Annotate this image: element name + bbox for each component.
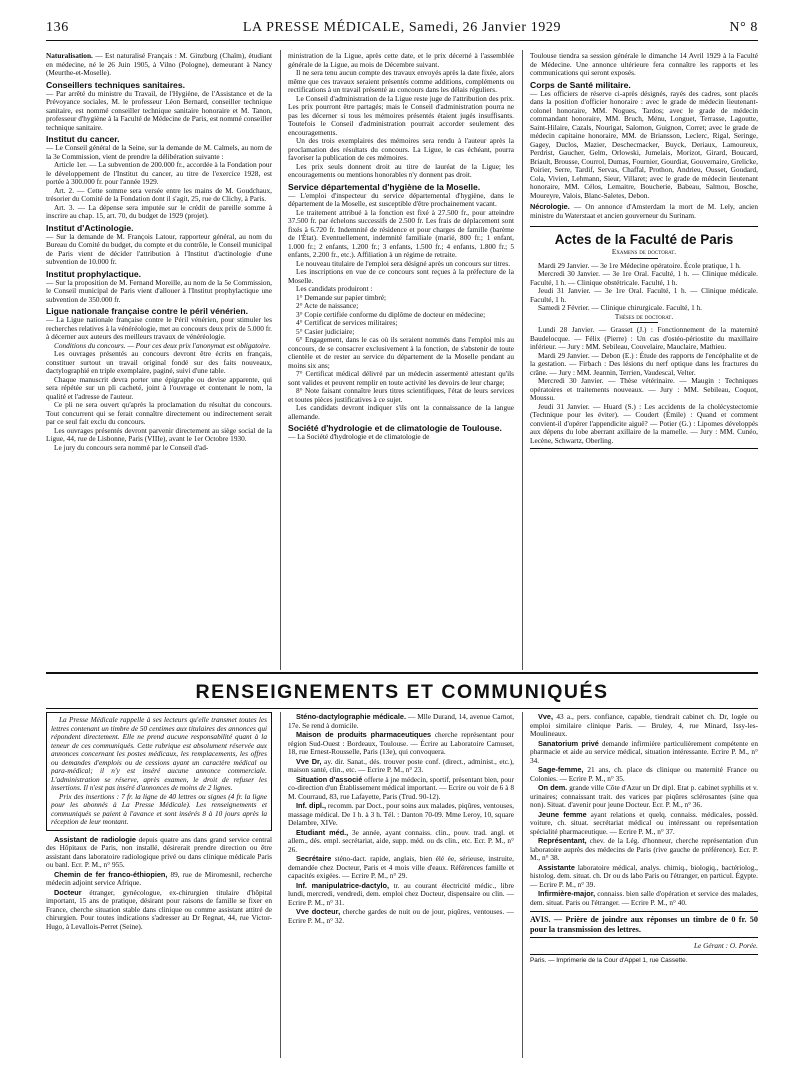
- hygiene-paragraph: Les candidats produiront :: [296, 284, 373, 293]
- list-item: 8° Note faisant connaître leurs titres scientifiques, l'état de leurs services et toutes pièces justificatives à ce sujet.: [288, 386, 514, 404]
- section-banner: RENSEIGNEMENTS ET COMMUNIQUÉS: [195, 681, 609, 703]
- avis-notice: AVIS. — Prière de joindre aux réponses un timbre de 0 fr. 50 pour la transmission des lettres.: [530, 911, 758, 938]
- ads-column-3: [530, 712, 758, 1067]
- classified-ad: Vve, 43 a., pers. confiance, capable, tiendrait cabinet ch. Dr, logée ou emploi similaire clinique Paris. — Bruley, 4, rue Minard, Issy-les-Moulineaux.: [530, 712, 758, 738]
- heading-hygiene-moselle: Service départemental d'hygiène de la Moselle.: [288, 181, 481, 192]
- ligue-paragraph: Le jury du concours sera nommé par le Conseil d'ad-: [54, 442, 209, 452]
- column-divider: [280, 712, 281, 1058]
- hygiene-paragraph: Le nouveau titulaire de l'emploi sera désigné après un concours sur titres.: [296, 258, 511, 268]
- ligue-paragraph: Chaque manuscrit devra porter une épigraphe ou devise apparente, qui sera répétée sur un pli cacheté, joint à l'ouvrage et contenant le nom, la qualité et l'adresse de l'auteur.: [46, 374, 272, 401]
- column-1: [46, 52, 272, 670]
- classified-ad: Chemin de fer franco-éthiopien, 89, rue de Miromesnil, recherche médecin adjoint service Afrique.: [46, 869, 272, 887]
- ligue-continuation: ministration de la Ligue, après cette date, et le prix décerné à l'assemblée générale de la Ligue, au mois de Décembre suivant.: [288, 52, 514, 69]
- article-actinologie: — Sur la demande de M. François Latour, rapporteur général, au nom du Bureau du Comité du budget, du compte et du contrôle, le Conseil municipal de Paris vient de décider l'attribution à l'Institut d'actinologie d'une subvention de 10.000 fr.: [46, 231, 272, 266]
- classified-ad: Inf. dipl., recomm. par Doct., pour soins aux malades, piqûres, ventouses, massage médical. De 1 h. à 3 h. Tél. : Danton 70-09. Mme Leroy, 10, square Delambre, XIVe.: [288, 801, 514, 827]
- these-item: Lundi 28 Janvier. — Grasset (J.) : Fonctionnement de la maternité Baudelocque. — Félix (Pierre) : Un cas d'ostéo-périostite du maxillaire inférieur. — Jury : MM. Sebileau, Couvelaire, Mauclaire, Mathieu.: [530, 325, 758, 351]
- header-rule: [46, 40, 758, 41]
- list-item: 2° Acte de naissance;: [296, 301, 359, 310]
- classified-ad: Sage-femme, 21 ans, ch. place ds clinique ou maternité France ou Colonies. — Ecrire P. M., n° 35.: [530, 765, 758, 783]
- ligue-paragraph: Les ouvrages présentés devront parvenir directement au siège social de la Ligue, 44, rue de Lisbonne, Paris (VIIIe), avant le 1er Octobre 1930.: [46, 425, 272, 443]
- article-hygiene: — L'emploi d'inspecteur du service départemental d'hygiène, dans le département de la Moselle, est susceptible d'être prochainement vacant.: [288, 190, 514, 208]
- ads-column-1: [46, 712, 272, 1067]
- article-conseillers: — Par arrêté du ministre du Travail, de l'Hygiène, de l'Assistance et de la Prévoyance sociales, M. le professeur Léon Bernard, conseiller technique sanitaire, est nommé conseiller technique sanitaire honoraire et M. Tanon, professeur d'hygiène à la Faculté de Médecine de Paris, est nommé conseiller technique sanitaire.: [46, 88, 272, 132]
- ligue-paragraph: Le Conseil d'administration de la Ligue reste juge de l'attribution des prix. Les prix pourront être partagés; mais le Conseil d'administration pourra ne pas les décerner si tous les mémoires présentés étaient jugés insuffisants. Toutefois le Conseil d'administration pourrait accorder seulement des encouragements.: [288, 93, 514, 137]
- toulouse-continuation: Toulouse tiendra sa session générale le dimanche 14 Avril 1929 à la Faculté de Médecine. Une annonce ultérieure fera connaître les rapports et les communications qui seront exposés.: [530, 52, 758, 77]
- page-number: 136: [46, 20, 69, 35]
- column-2: [288, 52, 514, 670]
- classified-ad: Situation d'associé offerte à jne médecin, sportif, présentant bien, pour co-direction d'un Établissement médical important. — Ecrire ou voir de 6 à 8 M. Courraud, 83, rue Lafayette, Paris (Trud. 90-12).: [288, 774, 514, 801]
- heading-corps-sante: Corps de Santé militaire.: [530, 79, 631, 90]
- column-divider: [280, 50, 281, 670]
- article-cancer: — Le Conseil général de la Seine, sur la demande de M. Calmels, au nom de la 3e Commission, vient de prendre la délibération suivante :: [46, 143, 272, 161]
- ligue-paragraph: Les ouvrages présentés au concours devront être écrits en français, constituer surtout un travail original fondé sur des faits nouveaux, dactylographié en triple exemplaire, paginé, suivi d'une table.: [46, 349, 272, 375]
- ligue-conditions: Conditions du concours. — Pour ces deux prix l'anonymat est obligatoire.: [54, 340, 271, 350]
- hygiene-paragraph: Le traitement attribué à la fonction est fixé à 27.500 fr., pour atteindre 37.500 fr. par échelons successifs de 2.500 fr. Les frais de déplacement sont fixés à 6.720 fr. Indemnité de résidence et pour charges de famille (barème de l'État). Eventuellement, indemnité familiale (marié, 800 fr.; 1 enfant, 1.000 fr.; 2 enfants, 1.200 fr.; 3 enfants, 1.500 fr.; 4 enfants, 1.800 fr.; 5 enfants, 2.200 fr., etc.). Affiliation à un régime de retraite.: [288, 207, 514, 259]
- gerant-signature: Le Gérant : O. Porée.: [693, 941, 758, 950]
- divider: [630, 322, 658, 323]
- these-item: Jeudi 31 Janvier. — Huard (S.) : Les accidents de la cholécystectomie (Technique pour les éviter). — Coudert (Émile) : Quand et comment convient-il d'opérer l'appendicite aiguë? — Potier (G.) : Lipomes développés aux dépens du lobe aberrant axillaire de la mamelle. — Jury : MM. Cunéo, Lecène, Schwartz, Oberling.: [530, 401, 758, 445]
- article-prophylactique: — Sur la proposition de M. Fernand Moreille, au nom de la 5e Commission, le Conseil municipal de Paris vient d'allouer à l'Institut prophylactique une subvention de 350.000 fr.: [46, 277, 272, 304]
- classified-ad: On dem. grande ville Côte d'Azur un Dr dipl. Etat p. cabinet syphilis et v. urinaires; connaissant trait. des varices par piqûres sclérosantes (sine qua non). Situat. d'avenir pour jeune Docteur. Ecr. P. M., n° 36.: [530, 783, 758, 809]
- these-item: Mardi 29 Janvier. — Debon (E.) : Étude des rapports de l'encéphalite et de la gestation. — Firbach : Des lésions du nerf optique dans les fractures du crâne. — Jury : MM. Jeannin, Terrien, Vaudescal, Velter.: [530, 350, 758, 377]
- classified-ad: Vve docteur, cherche gardes de nuit ou de jour, piqûres, ventouses. — Ecrire P. M., n° 32.: [288, 907, 514, 925]
- intro-paragraph: La Presse Médicale rappelle à ses lecteurs qu'elle transmet toutes les lettres contenant un timbre de 50 centimes aux titulaires des annonces qui répondent directement. Elle ne prend aucune responsabilité quant à la teneur de ces communiqués. Cette rubrique est absolument réservée aux annonces concernant les postes médicaux, les remplacements, les offres ou demandes d'emplois ou de cessions ayant un caractère médical ou para-médical; il n'y est inséré aucune annonce commerciale. L'administration se réserve, après examen, le droit de refuser les insertions. Il n'est pas inséré d'annonces de moins de 2 lignes.: [51, 715, 267, 792]
- exam-item: Mardi 29 Janvier. — 3e 1re Médecine opératoire. École pratique, 1 h.: [538, 260, 741, 270]
- heading-toulouse: Société d'hydrologie et de climatologie de Toulouse.: [288, 423, 502, 433]
- ligue-paragraph: Il ne sera tenu aucun compte des travaux envoyés après la date fixée, alors même que ces travaux seraient présentés comme additions, compléments ou rectifications à un travail présenté au concours dans les délais réguliers.: [288, 68, 514, 94]
- heading-ligue: Ligue nationale française contre le péril vénérien.: [46, 306, 249, 316]
- list-item: 5° Casier judiciaire;: [296, 326, 355, 336]
- ads-column-2: [288, 712, 514, 1067]
- ligue-paragraph: Ce pli ne sera ouvert qu'après la proclamation du résultat du concours. Tout concurrent qui se ferait connaître directement ou indirectement serait par ce seul fait exclu du concours.: [46, 400, 272, 426]
- intro-notice-box: [46, 712, 272, 831]
- classified-ad: Inf. manipulatrice-dactylo, tr. au courant électricité médic., libre lundi, mercredi, vendredi, dem. emploi chez Docteur, dispensaire ou clin. — Ecrire P. M., n° 31.: [288, 880, 514, 907]
- column-divider: [522, 712, 523, 1058]
- exam-item: Samedi 2 Février. — Clinique chirurgicale. Faculté, 1 h.: [538, 303, 703, 312]
- article-cancer-art2: Art. 2. — Cette somme sera versée entre les mains de M. Goudchaux, trésorier du Comité de la Fondation dont il s'agit, 25, rue de Clichy, à Paris.: [46, 185, 272, 203]
- article-toulouse: — La Société d'hydrologie et de climatologie de: [288, 432, 430, 441]
- article-cancer-art3: Art. 3. — La dépense sera imputée sur le crédit de pareille somme à inscrire au chap. 15, art. 70, du budget de 1929 (projet).: [46, 202, 272, 220]
- classified-ad: Docteur étranger, gynécologue, ex-chirurgien titulaire d'hôpital important, 15 ans de pratique, désirant pour raisons de famille se fixer en France, cherche situation stable dans clinique ou comme assistant attitré de chirurgien. Pour toutes indications s'adresser au Dr Regnat, 44, rue Victor-Hugo, à Levallois-Perret (Seine).: [46, 887, 272, 931]
- exam-item: Mercredi 30 Janvier. — 3e 1re Oral. Faculté, 1 h. — Clinique médicale. Faculté, 1 h. — Clinique obstétricale. Faculté, 1 h.: [530, 269, 758, 287]
- list-item: 1° Demande sur papier timbré;: [296, 292, 387, 302]
- article-necrologie: Nécrologie. — On annonce d'Amsterdam la mort de M. Lely, ancien ministre du Waterstaat et ancien gouverneur du Surinam.: [530, 202, 758, 220]
- printer-imprint: Paris. — Imprimerie de la Cour d'Appel 1, rue Cassette.: [530, 954, 758, 966]
- banner-rule-bottom: [46, 708, 758, 709]
- page-header: [46, 18, 758, 40]
- these-heading: Thèses de doctorat.: [614, 312, 674, 321]
- actes-title: Actes de la Faculté de Paris: [554, 232, 734, 247]
- classified-ad: Sténo-dactylographie médicale. — Mlle Durand, 14, avenue Carnot, 17e. Se rend à domicile.: [288, 712, 514, 730]
- article-ligue: — La Ligue nationale française contre le Péril vénérien, pour stimuler les recherches relatives à la vénéréologie, met au concours deux prix de 5.000 fr. à décerner aux auteurs des meilleurs travaux de vénéréologie.: [46, 315, 272, 341]
- banner-rule-top: [46, 672, 758, 674]
- classified-ad: Jeune femme ayant relations et quelq. connaiss. médicales, possèd. voiture, ch. situat. secrétariat médical ou intéressant ou représentation spécialité pharmaceutique. — Ecrire P. M., n° 37.: [530, 809, 758, 836]
- column-3: [530, 52, 758, 670]
- hygiene-paragraph: Les candidats devront indiquer s'ils ont la connaissance de la langue allemande.: [288, 403, 514, 421]
- classified-ad: Infirmière-major, connaiss. bien salle d'opération et service des malades, dem. situat. Paris ou l'étranger. — Ecrire P. M., n° 40.: [530, 889, 758, 907]
- list-item: 4° Certificat de services militaires;: [296, 318, 398, 327]
- these-item: Mercredi 30 Janvier. — Thèse vétérinaire. — Maugin : Techniques opératoires et traitements nouveaux. — Jury : MM. Sebileau, Coquot, Moussu.: [530, 376, 758, 402]
- ligue-paragraph: Un des trois exemplaires des mémoires sera rendu à l'auteur après la proclamation des résultats du concours. La Ligue, le cas échéant, pourra favoriser la publication de ces mémoires.: [288, 136, 514, 162]
- list-item: 6° Engagement, dans le cas où ils seraient nommés dans l'emploi mis au concours, de se consacrer exclusivement à la fonction, de s'abstenir de toute clientèle et de rester au service du département de la Moselle pendant au moins six ans;: [288, 335, 514, 370]
- list-item: 3° Copie certifiée conforme du diplôme de docteur en médecine;: [296, 309, 486, 319]
- classified-ad: Etudiant méd., 3e année, ayant connaiss. clin., pouv. trad. angl. et allem., dés. empl. secrétariat, aide, supp. méd. ou ds clin., etc. Ecr. P. M., n° 26.: [288, 827, 514, 854]
- list-item: 7° Certificat médical délivré par un médecin assermenté attestant qu'ils sont valides et peuvent remplir en toute activité les devoirs de leur charge;: [288, 369, 514, 387]
- classified-ad: Secrétaire sténo-dact. rapide, anglais, bien élé ée, sérieuse, instruite, demandée chez Docteur, Paris et 4 mois ville d'eaux. Références famille et capacités exigées. — Ecrire P. M., n° 29.: [288, 854, 514, 880]
- heading-cancer: Institut du cancer.: [46, 134, 120, 144]
- heading-actinologie: Institut d'Actinologie.: [46, 222, 134, 233]
- article-naturalisation: Naturalisation. — Est naturalisé Français : M. Ginzburg (Chaïm), étudiant en médecine, né le 26 Juin 1905, à Vilno (Pologne), demeurant à Nancy (Meurthe-et-Moselle).: [46, 52, 272, 77]
- actes-faculte-box: [530, 226, 758, 449]
- classified-ad: Assistante laboratoire médical, analys. chimiq., biologiq., bactériolog., histolog. dem. situat. ch. Dr ou ds labo Paris ou l'étranger, en particul. Égypte. — Ecrire P. M., n° 39.: [530, 862, 758, 889]
- hygiene-paragraph: Les inscriptions en vue de ce concours sont reçues à la préfecture de la Moselle.: [288, 267, 514, 285]
- classified-ad: Représentant, chev. de la Lég. d'honneur, cherche représentation d'un laboratoire auprès des médecins de Paris (rive gauche de préférence). Ecr. P. M., n° 38.: [530, 836, 758, 862]
- article-corps-sante: — Les officiers de réserve ci-après désignés, rayés des cadres, sont placés dans la position d'officier honoraire : avec le grade de médecin lieutenant-colonel honoraire, MM. Nogues, Tardos; avec le grade de médecin commandant honoraire, MM. Bruch, Ménu, Longuet, Terrasse, Lagoutte, Saint-Hilaire, Cazals, Nourigat, Salomon, Guignon, Corret; avec le grade de médecin capitaine honoraire, MM. de Briansson, Leclerc, Rigal, Seringe, Gagey, Duclos, Mazier, Deschecmacker, Buyck, Deriaux, Lamoureux, Perdrist, Gaucher, Gelm, Orlowski, Jumelais, Morizot, Girard, Boucard, Briault, Brousse, Courrol, Dumas, Fournier, Gourdiat, Gouvernaire, Grelicke, Poirier, Serre, Tardif, Servas, Chaffal, Prothon, Andrieu, Ousset, Goudard, Cola, Vivien, Lehmann, Sieur, Villaret; avec le grade de médecin lieutenant honoraire, MM. Célos, Lemaitre, Boucherie, Babeau, Salmou, Bosche, Moureyre, Valois, Blanc-Saletes, Debon.: [530, 88, 758, 200]
- newspaper-title: LA PRESSE MÉDICALE, Samedi, 26 Janvier 1929: [242, 20, 562, 35]
- column-divider: [522, 50, 523, 670]
- issue-number: N° 8: [729, 20, 758, 35]
- exam-item: Jeudi 31 Janvier. — 3e 1re Oral. Faculté, 1 h. — Clinique médicale. Faculté, 1 h.: [530, 286, 758, 304]
- classified-ad: Assistant de radiologie depuis quatre ans dans grand service central des Hôpitaux de Paris, non installé, désirerait prendre direction ou être assistant dans laboratoire radiologique privé ou dans clinique médicale Paris ou banl. Ecr. P. M., n° 955.: [46, 834, 272, 869]
- article-cancer-art1: Article 1er. — La subvention de 200.000 fr., accordée à la Fondation pour le développement de l'Institut du cancer, au titre de l'exercice 1928, est portée à 300.000 fr. pour l'année 1929.: [46, 160, 272, 186]
- ligue-paragraph: Les prix seuls donnent droit au titre de lauréat de la Ligue; les encouragements ou mentions honorables n'y donnent pas droit.: [288, 161, 514, 179]
- classified-ad: Maison de produits pharmaceutiques cherche représentant pour région Sud-Ouest : Bordeaux, Toulouse. — Écrire au Laboratoire Camuset, 18, rue Ernest-Rousselle, Paris (13e), qui convoquera.: [288, 730, 514, 756]
- exam-heading: Examens de doctorat.: [611, 248, 677, 256]
- heading-conseillers: Conseillers techniques sanitaires.: [46, 79, 185, 90]
- classified-ad: Sanatorium privé demande infirmière particulièrement compétente en pharmacie et aide au service médical, situation intéressante. Ecrire P. M., n° 34.: [530, 738, 758, 765]
- classified-ad: Vve Dr, ay. dir. Sanat., dés. trouver poste conf. (direct., administ., etc.), maison santé, clin., etc. — Ecrire P. M., n° 23.: [288, 756, 514, 774]
- heading-prophylactique: Institut prophylactique.: [46, 268, 142, 279]
- divider: [630, 258, 658, 259]
- intro-paragraph: Prix des insertions : 7 fr. la ligne de 40 lettres ou signes (4 fr. la ligne pour les abonnés à La Presse Médicale). Les renseignements et communiqués se paient à l'avance et sont insérés 8 à 10 jours après la réception de leur montant.: [51, 791, 267, 826]
